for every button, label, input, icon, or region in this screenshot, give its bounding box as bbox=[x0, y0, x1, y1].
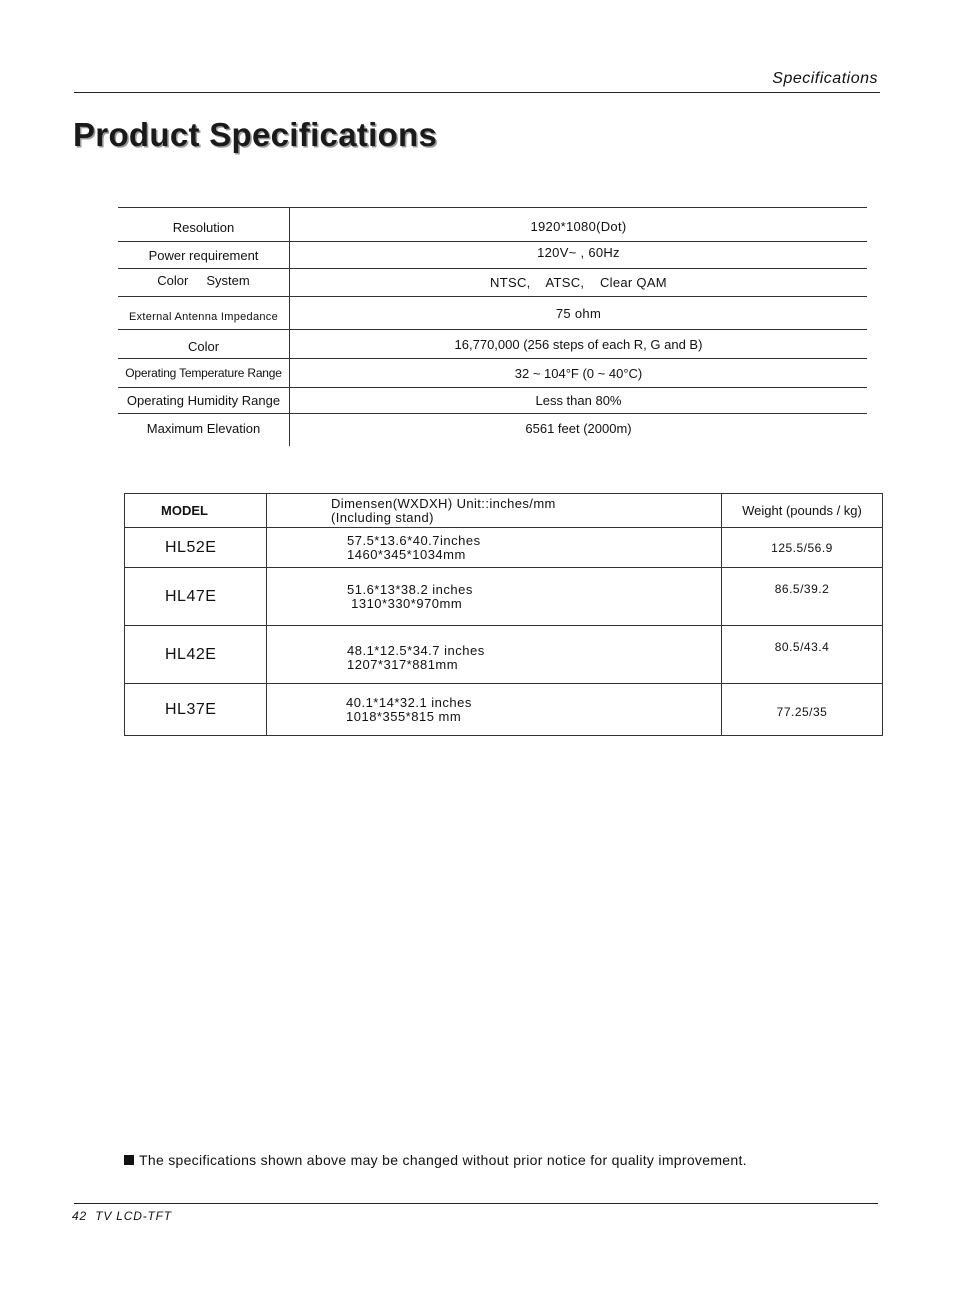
page-footer: 42 TV LCD-TFT bbox=[72, 1209, 172, 1223]
page-title: Product Specifications bbox=[73, 116, 438, 153]
square-bullet-icon bbox=[124, 1155, 134, 1165]
model-dimensions bbox=[267, 684, 722, 736]
column-header-model: MODEL bbox=[125, 494, 267, 528]
column-header-weight: Weight (pounds / kg) bbox=[722, 494, 883, 528]
spec-value: 32 ~ 104°F (0 ~ 40°C) bbox=[290, 359, 868, 388]
model-name: HL37E bbox=[125, 684, 267, 736]
table-row bbox=[118, 414, 867, 446]
dimension-inches: 57.5*13.6*40.7inches bbox=[347, 532, 481, 548]
dimension-mm: 1310*330*970mm bbox=[347, 595, 463, 611]
column-header-dimension bbox=[267, 494, 722, 528]
spec-value: NTSC, ATSC, Clear QAM bbox=[290, 269, 868, 297]
spec-value: 16,770,000 (256 steps of each R, G and B) bbox=[290, 330, 868, 359]
model-name: HL52E bbox=[125, 528, 267, 568]
table-row bbox=[118, 269, 867, 297]
table-row bbox=[125, 568, 883, 626]
spec-label: Operating Temperature Range bbox=[118, 359, 290, 388]
spec-label: Power requirement bbox=[118, 242, 290, 269]
spec-value: 1920*1080(Dot) bbox=[290, 208, 868, 242]
table-row bbox=[125, 684, 883, 736]
spec-value: 6561 feet (2000m) bbox=[525, 421, 632, 436]
spec-label: Resolution bbox=[118, 208, 290, 242]
spec-label: External Antenna Impedance bbox=[118, 297, 290, 330]
section-header: Specifications bbox=[772, 70, 878, 87]
dimension-header-line: Dimensen(WXDXH) Unit::inches/mm bbox=[331, 495, 556, 511]
table-row bbox=[118, 208, 867, 242]
model-name: HL47E bbox=[125, 568, 267, 626]
table-row bbox=[118, 359, 867, 388]
header-rule bbox=[74, 92, 880, 93]
spec-value: 120V~ , 60Hz bbox=[290, 242, 868, 269]
table-row bbox=[118, 388, 867, 414]
dimension-inches: 48.1*12.5*34.7 inches bbox=[347, 642, 485, 658]
spec-table bbox=[118, 207, 867, 446]
dimension-header-line: (Including stand) bbox=[331, 509, 434, 525]
table-header-row bbox=[125, 494, 883, 528]
spec-label: Color System bbox=[118, 269, 290, 297]
footer-rule bbox=[74, 1203, 878, 1204]
model-dimensions bbox=[267, 568, 722, 626]
dimension-inches: 51.6*13*38.2 inches bbox=[347, 581, 473, 597]
spec-value: 75 ohm bbox=[290, 297, 868, 330]
dimension-mm: 1207*317*881mm bbox=[347, 656, 459, 672]
spec-value: Less than 80% bbox=[290, 388, 868, 414]
table-row bbox=[125, 528, 883, 568]
model-weight: 80.5/43.4 bbox=[722, 626, 883, 684]
disclaimer-note bbox=[124, 1152, 747, 1168]
model-dimensions bbox=[267, 528, 722, 568]
table-row bbox=[118, 330, 867, 359]
table-row bbox=[125, 626, 883, 684]
dimension-inches: 40.1*14*32.1 inches bbox=[346, 694, 472, 710]
model-weight: 125.5/56.9 bbox=[722, 528, 883, 568]
model-dimensions bbox=[267, 626, 722, 684]
spec-label: Maximum Elevation bbox=[118, 414, 290, 446]
model-name: HL42E bbox=[125, 626, 267, 684]
model-weight: 77.25/35 bbox=[722, 684, 883, 736]
disclaimer-text: The specifications shown above may be changed without prior notice for quality improvement. bbox=[139, 1152, 747, 1168]
model-table bbox=[124, 493, 883, 736]
spec-label: Operating Humidity Range bbox=[118, 388, 290, 414]
spec-label: Color bbox=[118, 330, 290, 359]
table-row bbox=[118, 242, 867, 269]
table-row bbox=[118, 297, 867, 330]
model-weight: 86.5/39.2 bbox=[722, 568, 883, 626]
dimension-mm: 1018*355*815 mm bbox=[346, 708, 462, 724]
dimension-mm: 1460*345*1034mm bbox=[347, 546, 466, 562]
